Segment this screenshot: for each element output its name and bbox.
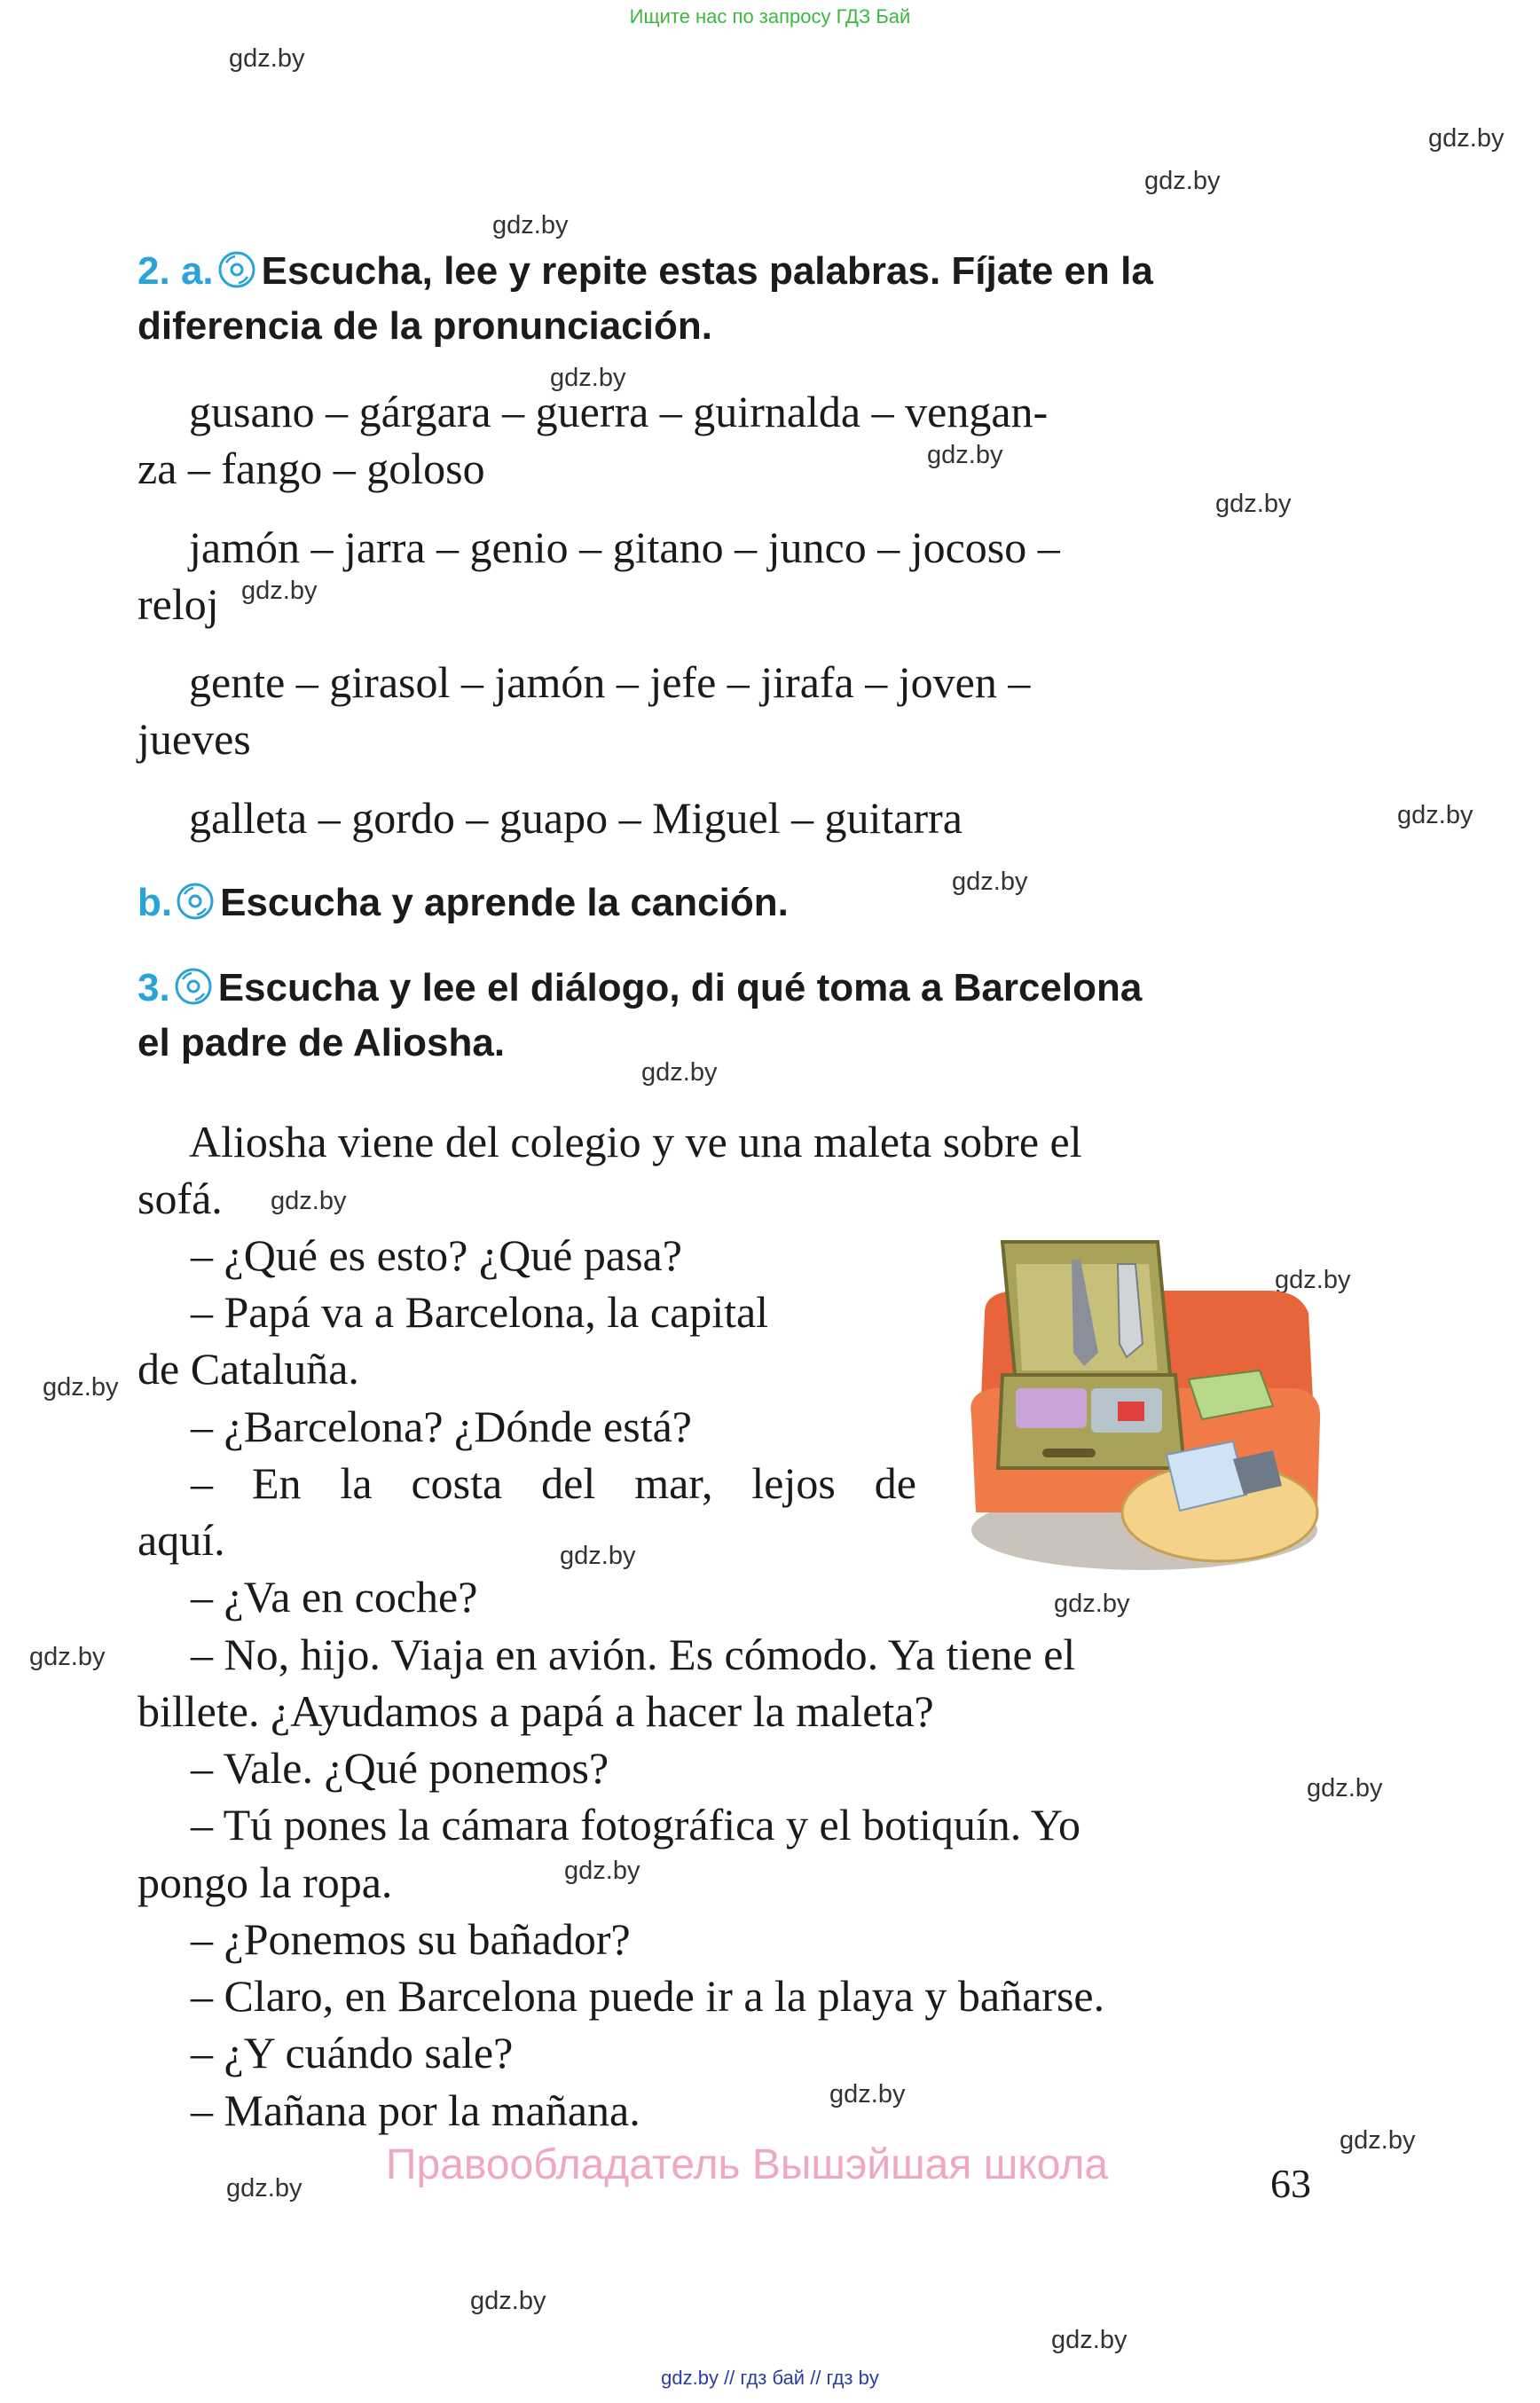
- word-group-3-line2: jueves: [138, 714, 251, 764]
- word-group-1: [138, 383, 1331, 497]
- task3-heading: [138, 961, 1331, 1071]
- task-letter: b.: [138, 881, 173, 924]
- watermark: gdz.by: [470, 2287, 546, 2315]
- bottom-banner[interactable]: gdz.by // гдз бай // гдз by: [661, 2367, 879, 2389]
- watermark: gdz.by: [829, 2080, 906, 2109]
- audio-disc-icon[interactable]: [174, 967, 213, 1006]
- audio-disc-icon[interactable]: [176, 882, 215, 921]
- watermark: gdz.by: [29, 1643, 106, 1671]
- dialogue-line: – No, hijo. Viaja en avión. Es cómodo. Ya tiene el: [191, 1629, 1076, 1679]
- watermark: gdz.by: [1340, 2126, 1416, 2155]
- word-group-2-line2: reloj: [138, 579, 219, 629]
- task2b-instruction: Escucha y aprende la canción.: [220, 881, 789, 924]
- suitcase-handle: [1042, 1449, 1096, 1457]
- dialogue-line: – Papá va a Barcelona, la capital: [191, 1287, 769, 1337]
- dialogue-intro-line1: Aliosha viene del colegio y ve una maleta sobre el: [189, 1117, 1082, 1166]
- dialogue-line: – En la costa del mar, lejos de: [191, 1458, 916, 1508]
- word-group-1-line1: gusano – gárgara – guerra – guirnalda – vengan-: [189, 387, 1049, 436]
- watermark: gdz.by: [1144, 167, 1221, 195]
- task2a-instruction-line1: Escucha, lee y repite estas palabras. Fíjate en la: [261, 249, 1153, 293]
- dialogue-line: – ¿Barcelona? ¿Dónde está?: [191, 1402, 692, 1451]
- dialogue-line: – ¿Y cuándo sale?: [191, 2028, 514, 2077]
- dialogue-line: – Claro, en Barcelona puede ir a la playa y bañarse.: [191, 1971, 1105, 2021]
- watermark: gdz.by: [564, 1857, 640, 1885]
- dialogue-line: – ¿Va en coche?: [191, 1572, 478, 1622]
- copyright-notice: Правообладатель Вышэйшая школа: [386, 2141, 1109, 2188]
- folded-clothes: [1016, 1388, 1087, 1428]
- watermark: gdz.by: [1397, 801, 1473, 829]
- task3-instruction-line1: Escucha y lee el diálogo, di qué toma a Barcelona: [217, 966, 1143, 1009]
- watermark: gdz.by: [927, 441, 1003, 469]
- watermark: gdz.by: [1215, 490, 1292, 518]
- dialogue-line: – Tú pones la cámara fotográfica y el botiquín. Yo: [191, 1800, 1081, 1849]
- word-group-3: [138, 654, 1331, 767]
- dialogue-line: – Mañana por la mañana.: [191, 2085, 640, 2135]
- task-number: 2.: [138, 249, 170, 293]
- watermark: gdz.by: [271, 1187, 347, 1215]
- dialogue-line: de Cataluña.: [138, 1344, 359, 1394]
- first-aid-kit: [1118, 1402, 1144, 1421]
- watermark: gdz.by: [560, 1542, 636, 1570]
- dialogue-line: pongo la ropa.: [138, 1857, 393, 1907]
- top-banner[interactable]: Ищите нас по запросу ГДЗ Бай: [629, 5, 911, 27]
- dialogue-line: – Vale. ¿Qué ponemos?: [191, 1743, 609, 1793]
- watermark: gdz.by: [226, 2174, 302, 2203]
- watermark: gdz.by: [492, 211, 569, 240]
- watermark: gdz.by: [241, 577, 318, 605]
- watermark: gdz.by: [641, 1058, 718, 1087]
- audio-disc-icon[interactable]: [217, 250, 256, 289]
- watermark: gdz.by: [1054, 1590, 1130, 1618]
- dialogue-line: billete. ¿Ayudamos a papá a hacer la maleta?: [138, 1686, 934, 1736]
- task2a-heading: [138, 244, 1331, 354]
- dialogue-intro-line2: sofá.: [138, 1174, 223, 1223]
- watermark: gdz.by: [229, 44, 305, 73]
- page-number: 63: [1270, 2161, 1311, 2206]
- dialogue-intro: [138, 1113, 1331, 1227]
- watermark: gdz.by: [1307, 1774, 1383, 1802]
- word-group-3-line1: gente – girasol – jamón – jefe – jirafa – joven –: [189, 657, 1031, 707]
- task-letter: a.: [180, 249, 214, 293]
- task-number: 3.: [138, 966, 170, 1009]
- dialogue-line: – ¿Qué es esto? ¿Qué pasa?: [191, 1230, 682, 1280]
- dialogue-line: – ¿Ponemos su bañador?: [191, 1914, 631, 1964]
- watermark: gdz.by: [952, 868, 1028, 896]
- watermark: gdz.by: [1051, 2326, 1128, 2354]
- task2a-instruction-line2: diferencia de la pronunciación.: [138, 304, 712, 348]
- word-group-4: galleta – gordo – guapo – Miguel – guitarra: [189, 793, 962, 843]
- watermark: gdz.by: [43, 1373, 119, 1402]
- task3-instruction-line2: el padre de Aliosha.: [138, 1021, 506, 1064]
- word-group-1-line2: za – fango – goloso: [138, 444, 485, 493]
- watermark: gdz.by: [1428, 124, 1505, 153]
- word-group-2: [138, 519, 1331, 632]
- suitcase-illustration: [967, 1229, 1326, 1579]
- task2b-heading: [138, 876, 1331, 931]
- word-group-2-line1: jamón – jarra – genio – gitano – junco – jocoso –: [189, 522, 1060, 572]
- watermark: gdz.by: [550, 364, 626, 392]
- dialogue-line: aquí.: [138, 1515, 225, 1565]
- watermark: gdz.by: [1275, 1266, 1351, 1294]
